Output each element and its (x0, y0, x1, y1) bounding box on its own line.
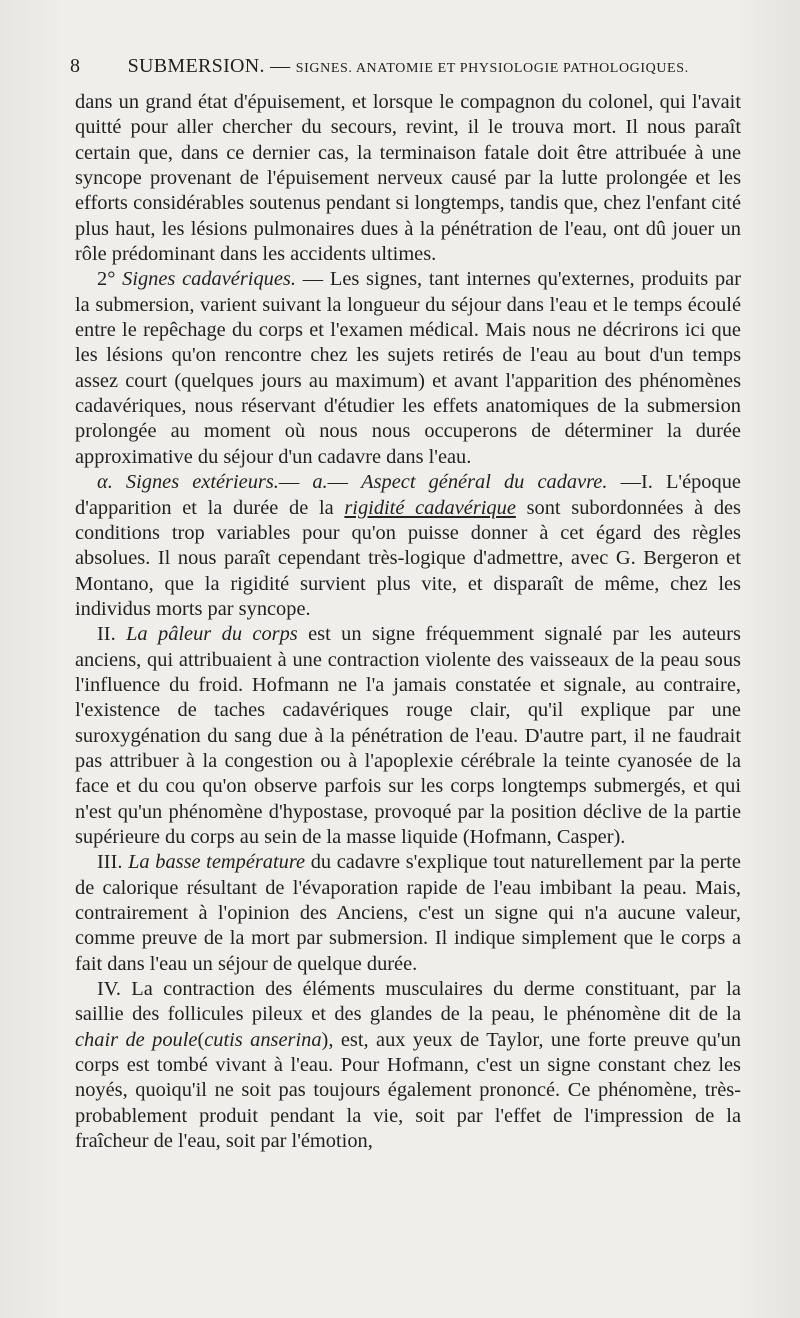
paragraph-1 (75, 90, 741, 267)
item-number: II. (97, 623, 116, 646)
section-number: 2° (97, 268, 116, 291)
running-header (70, 55, 750, 78)
subheading-title: Aspect général du cadavre. (361, 471, 608, 494)
paragraph-5-text: du cadavre s'explique tout naturellement par la perte de calorique résultant de l'évaporation rapide de l'eau imbibant la peau. Mais, contrairement à l'opinion des Anciens, c'est un signe qui n'a aucune valeur, comme preuve de la mort par submersion. Il indique simplement que le corps a fait dans l'eau un séjour de quelque durée. (75, 851, 741, 975)
paragraph-6 (75, 977, 741, 1154)
paragraph-4 (75, 622, 741, 850)
open-paren: ( (197, 1028, 205, 1051)
page-number: 8 (70, 55, 81, 77)
subheading-label-a: a. (312, 471, 328, 494)
page-body (75, 90, 741, 1154)
heading-dash: — (278, 471, 300, 494)
paragraph-5 (75, 850, 741, 977)
item-number: IV. (97, 978, 121, 1001)
term-rigidite: rigidité cadavérique (344, 496, 516, 519)
paragraph-3 (75, 470, 741, 622)
item-number: I. (640, 471, 653, 494)
term-basse-temperature: La basse température (128, 851, 306, 874)
header-title: SUBMERSION. (127, 55, 265, 77)
term-cutis-anserina: cutis anserina (204, 1028, 322, 1051)
paragraph-3-text: L'époque d'apparition et la durée de la (75, 471, 741, 519)
term-chair-de-poule: chair de poule (75, 1028, 198, 1051)
close-paren: ) (321, 1028, 329, 1051)
header-separator: — (270, 55, 291, 77)
paragraph-1-text: dans un grand état d'épuisement, et lorsque le compagnon du colonel, qui l'avait quitté pour aller chercher du secours, revint, il le trouva mort. Il nous paraît certain que, dans ce dernier cas, la terminaison fatale doit être attribuée à une syncope provenant de l'épuisement nerveux causé par la lutte prolongée et les efforts considérables soutenus pendant si longtemps, tandis que, chez l'enfant cité plus haut, les lésions pulmonaires dues à la pénétration de l'eau, ont dû jouer un rôle prédominant dans les accidents ultimes. (75, 91, 741, 266)
paragraph-6-text: La contraction des éléments musculaires du derme constituant, par la saillie des follicules pileux et des glandes de la peau, le phénomène dit de la (75, 978, 741, 1026)
subsection-title: Signes extérieurs. (125, 471, 279, 494)
heading-dash: — (620, 471, 641, 494)
section-title: Signes cadavériques. (122, 268, 296, 291)
section-dash: — (302, 268, 324, 291)
paragraph-2-text: Les signes, tant internes qu'externes, produits par la submersion, varient suivant la longueur du séjour dans l'eau et le temps écoulé entre le repêchage du corps et l'examen médical. Mais nous ne décrirons ici que les lésions qu'on rencontre chez les sujets retirés de l'eau au bout d'un temps assez court (quelques jours au maximum) et avant l'apparition des phénomènes cadavériques, nous réservant d'étudier les effets anatomiques de la submersion prolongée au moment où nous nous occuperons de déterminer la durée approximative du séjour d'un cadavre dans l'eau. (75, 268, 741, 468)
term-paleur: La pâleur du corps (126, 623, 298, 646)
item-number: III. (97, 851, 123, 874)
paragraph-6-text-cont: , est, aux yeux de Taylor, une forte preuve qu'un corps est tombé vivant à l'eau. Pour Hofmann, c'est un signe constant chez les noyés, quoiqu'il ne soit pas toujours également prononcé. Ce phénomène, très-probablement produit pendant la vie, soit par l'effet de l'impression de la fraîcheur de l'eau, soit par l'émotion, (75, 1028, 741, 1153)
heading-dash: — (327, 471, 349, 494)
paragraph-4-text: est un signe fréquemment signalé par les auteurs anciens, qui attribuaient à une contraction violente des vaisseaux de la peau sous l'influence du froid. Hofmann ne l'a jamais constatée et signale, au contraire, l'existence de taches cadavériques rouge clair, qu'il explique par une suroxygénation du sang due à la pénétration de l'eau. D'autre part, il ne faudrait pas attribuer à la congestion ou à l'apoplexie cérébrale la teinte cyanosée de la face et du cou qu'on observe parfois sur les corps longtemps submergés, et qui n'est qu'un phénomène d'hypostase, provoqué par la position déclive de la partie supérieure du corps au sein de la masse liquide (Hofmann, Casper). (75, 623, 741, 848)
header-subtitle: SIGNES. ANATOMIE ET PHYSIOLOGIE PATHOLOGIQUES. (295, 61, 689, 76)
subsection-label-alpha: α. (97, 471, 113, 494)
paragraph-3-text-cont: sont subordonnées à des conditions trop variables pour qu'on puisse donner à cet égard des règles absolues. Il nous paraît cependant très-logique d'admettre, avec G. Bergeron et Montano, que la rigidité survient plus vite, et disparaît de même, chez les individus morts par syncope. (75, 496, 741, 620)
paragraph-2 (75, 267, 741, 470)
